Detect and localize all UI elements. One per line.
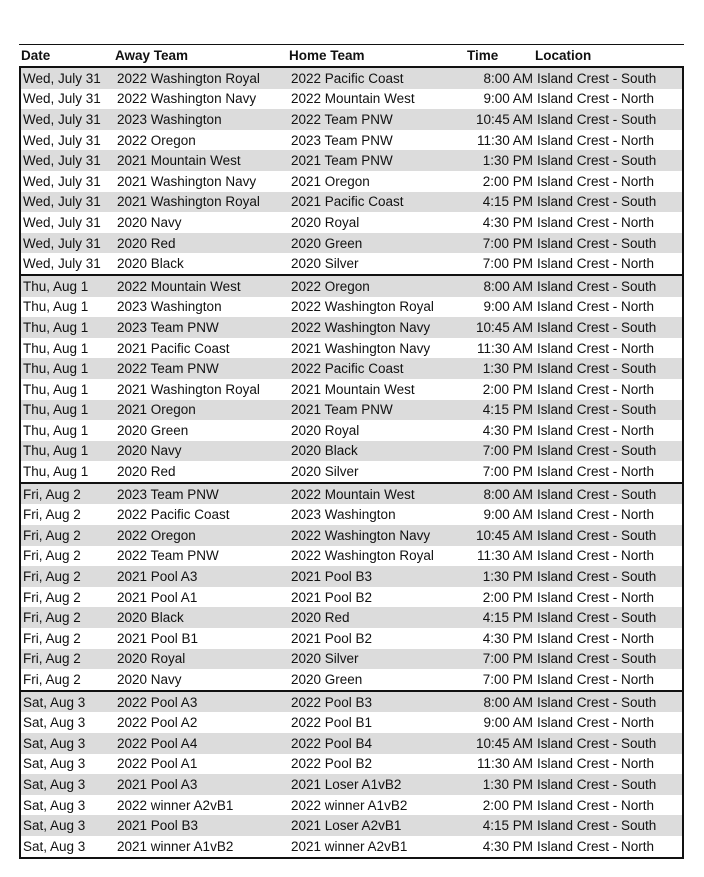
table-row	[21, 795, 682, 816]
cell-home-team: 2021 Loser A2vB1	[291, 818, 402, 834]
cell-home-team: 2020 Silver	[291, 651, 359, 667]
cell-time: 7:00 PM	[482, 651, 533, 667]
cell-home-team: 2022 Pacific Coast	[291, 70, 404, 86]
cell-away-team: 2020 Navy	[117, 672, 182, 688]
cell-location: Island Crest - South	[537, 278, 657, 294]
cell-date: Sat, Aug 3	[23, 715, 86, 731]
cell-time: 4:30 PM	[482, 214, 533, 230]
cell-time: 8:00 AM	[483, 278, 533, 294]
cell-location: Island Crest - South	[537, 776, 657, 792]
table-row	[21, 212, 682, 233]
cell-home-team: 2022 Pool B1	[291, 715, 373, 731]
cell-away-team: 2022 Oregon	[117, 527, 196, 543]
cell-away-team: 2021 Oregon	[117, 402, 196, 418]
cell-date: Sat, Aug 3	[23, 838, 86, 854]
cell-date: Sat, Aug 3	[23, 797, 86, 813]
cell-time: 4:15 PM	[482, 610, 533, 626]
cell-location: Island Crest - South	[537, 361, 657, 377]
header-time: Time	[467, 48, 499, 63]
cell-location: Island Crest - South	[537, 735, 657, 751]
cell-location: Island Crest - South	[537, 818, 657, 834]
table-row	[21, 297, 682, 318]
header-date: Date	[21, 48, 51, 63]
cell-location: Island Crest - South	[537, 194, 657, 210]
header-location: Location	[535, 48, 592, 63]
cell-home-team: 2020 Silver	[291, 464, 359, 480]
cell-away-team: 2020 Navy	[117, 443, 182, 459]
cell-location: Island Crest - South	[537, 70, 657, 86]
cell-location: Island Crest - North	[537, 173, 655, 189]
table-row	[21, 504, 682, 525]
table-row	[21, 358, 682, 379]
table-row	[21, 484, 682, 505]
cell-date: Thu, Aug 1	[23, 278, 89, 294]
cell-location: Island Crest - North	[537, 548, 655, 564]
cell-date: Fri, Aug 2	[23, 589, 81, 605]
cell-location: Island Crest - North	[537, 422, 655, 438]
table-row	[21, 815, 682, 836]
cell-date: Wed, July 31	[23, 153, 101, 169]
cell-home-team: 2021 Oregon	[291, 173, 370, 189]
cell-away-team: 2021 Pool A1	[117, 589, 198, 605]
table-row	[21, 628, 682, 649]
cell-date: Wed, July 31	[23, 173, 101, 189]
cell-home-team: 2021 Loser A1vB2	[291, 776, 402, 792]
cell-home-team: 2022 Pool B2	[291, 756, 373, 772]
cell-away-team: 2022 Pool A4	[117, 735, 198, 751]
cell-away-team: 2021 Washington Royal	[117, 381, 260, 397]
cell-date: Thu, Aug 1	[23, 422, 89, 438]
cell-away-team: 2020 Green	[117, 422, 189, 438]
cell-away-team: 2022 Washington Royal	[117, 70, 260, 86]
table-row	[21, 836, 682, 857]
cell-home-team: 2022 Pool B3	[291, 694, 373, 710]
cell-home-team: 2022 Oregon	[291, 278, 370, 294]
day-group	[19, 482, 684, 692]
cell-location: Island Crest - South	[537, 111, 657, 127]
cell-time: 9:00 AM	[483, 507, 533, 523]
cell-home-team: 2021 Pacific Coast	[291, 194, 404, 210]
cell-location: Island Crest - North	[537, 756, 655, 772]
cell-location: Island Crest - South	[537, 486, 657, 502]
table-row	[21, 587, 682, 608]
cell-away-team: 2021 Pool B3	[117, 818, 199, 834]
cell-date: Thu, Aug 1	[23, 402, 89, 418]
cell-away-team: 2021 Washington Royal	[117, 194, 260, 210]
cell-away-team: 2022 Team PNW	[117, 548, 219, 564]
cell-home-team: 2022 Pacific Coast	[291, 361, 404, 377]
cell-time: 9:00 AM	[483, 299, 533, 315]
cell-date: Fri, Aug 2	[23, 651, 81, 667]
cell-away-team: 2021 Pool B1	[117, 630, 199, 646]
cell-away-team: 2020 Navy	[117, 214, 182, 230]
cell-home-team: 2021 Pool B2	[291, 630, 373, 646]
cell-time: 11:30 AM	[476, 340, 533, 356]
cell-time: 4:15 PM	[482, 194, 533, 210]
cell-location: Island Crest - North	[537, 214, 655, 230]
cell-location: Island Crest - South	[537, 402, 657, 418]
cell-home-team: 2020 Green	[291, 672, 363, 688]
cell-time: 9:00 AM	[483, 715, 533, 731]
cell-home-team: 2022 Washington Royal	[291, 548, 434, 564]
cell-date: Fri, Aug 2	[23, 527, 81, 543]
cell-date: Wed, July 31	[23, 235, 101, 251]
cell-away-team: 2021 Pool A3	[117, 776, 198, 792]
cell-date: Sat, Aug 3	[23, 818, 86, 834]
cell-home-team: 2021 Pool B3	[291, 569, 373, 585]
cell-away-team: 2021 Pacific Coast	[117, 340, 230, 356]
day-group	[19, 690, 684, 859]
cell-location: Island Crest - North	[537, 507, 655, 523]
cell-home-team: 2020 Black	[291, 443, 358, 459]
cell-home-team: 2021 Mountain West	[291, 381, 415, 397]
cell-away-team: 2022 Team PNW	[117, 361, 219, 377]
cell-time: 4:15 PM	[482, 818, 533, 834]
cell-away-team: 2020 Black	[117, 256, 184, 272]
cell-time: 1:30 PM	[482, 776, 533, 792]
cell-home-team: 2020 Royal	[291, 214, 360, 230]
cell-location: Island Crest - South	[537, 443, 657, 459]
cell-time: 7:00 PM	[482, 443, 533, 459]
cell-home-team: 2022 Mountain West	[291, 91, 415, 107]
cell-location: Island Crest - South	[537, 569, 657, 585]
cell-time: 2:00 PM	[482, 589, 533, 605]
cell-location: Island Crest - South	[537, 153, 657, 169]
cell-location: Island Crest - North	[537, 132, 655, 148]
cell-location: Island Crest - North	[537, 256, 655, 272]
cell-away-team: 2023 Washington	[117, 299, 222, 315]
cell-home-team: 2022 winner A1vB2	[291, 797, 408, 813]
cell-home-team: 2021 Washington Navy	[291, 340, 431, 356]
table-row	[21, 669, 682, 690]
cell-location: Island Crest - South	[537, 651, 657, 667]
cell-away-team: 2023 Team PNW	[117, 486, 219, 502]
cell-away-team: 2022 Pool A2	[117, 715, 198, 731]
cell-date: Fri, Aug 2	[23, 630, 81, 646]
table-row	[21, 317, 682, 338]
table-row	[21, 130, 682, 151]
cell-location: Island Crest - North	[537, 381, 655, 397]
table-row	[21, 733, 682, 754]
cell-away-team: 2022 Pool A1	[117, 756, 198, 772]
cell-location: Island Crest - South	[537, 319, 657, 335]
cell-time: 7:00 PM	[482, 464, 533, 480]
header-away-team: Away Team	[115, 48, 189, 63]
cell-home-team: 2022 Washington Navy	[291, 527, 431, 543]
cell-location: Island Crest - North	[537, 91, 655, 107]
cell-home-team: 2020 Royal	[291, 422, 360, 438]
cell-away-team: 2022 Oregon	[117, 132, 196, 148]
cell-time: 11:30 AM	[476, 548, 533, 564]
table-row	[21, 546, 682, 567]
cell-time: 11:30 AM	[476, 132, 533, 148]
table-row	[21, 276, 682, 297]
cell-location: Island Crest - North	[537, 715, 655, 731]
table-row	[21, 420, 682, 441]
cell-home-team: 2021 Team PNW	[291, 153, 393, 169]
cell-away-team: 2023 Washington	[117, 111, 222, 127]
cell-date: Wed, July 31	[23, 111, 101, 127]
table-row	[21, 338, 682, 359]
cell-location: Island Crest - North	[537, 589, 655, 605]
cell-time: 2:00 PM	[482, 797, 533, 813]
cell-home-team: 2020 Green	[291, 235, 363, 251]
cell-away-team: 2020 Royal	[117, 651, 186, 667]
table-row	[21, 109, 682, 130]
cell-time: 8:00 AM	[483, 694, 533, 710]
cell-home-team: 2021 winner A2vB1	[291, 838, 408, 854]
cell-date: Thu, Aug 1	[23, 443, 89, 459]
cell-home-team: 2022 Team PNW	[291, 111, 393, 127]
cell-home-team: 2022 Mountain West	[291, 486, 415, 502]
cell-time: 9:00 AM	[483, 91, 533, 107]
cell-time: 2:00 PM	[482, 173, 533, 189]
cell-location: Island Crest - South	[537, 610, 657, 626]
table-row	[21, 649, 682, 670]
cell-date: Wed, July 31	[23, 132, 101, 148]
day-group	[19, 274, 684, 484]
cell-away-team: 2021 winner A1vB2	[117, 838, 234, 854]
cell-home-team: 2022 Pool B4	[291, 735, 373, 751]
table-row	[21, 171, 682, 192]
cell-date: Fri, Aug 2	[23, 672, 81, 688]
schedule-table	[19, 44, 684, 859]
cell-date: Sat, Aug 3	[23, 756, 86, 772]
cell-away-team: 2022 winner A2vB1	[117, 797, 234, 813]
cell-away-team: 2023 Team PNW	[117, 319, 219, 335]
cell-location: Island Crest - North	[537, 464, 655, 480]
cell-date: Fri, Aug 2	[23, 486, 81, 502]
cell-date: Thu, Aug 1	[23, 340, 89, 356]
cell-location: Island Crest - North	[537, 630, 655, 646]
cell-away-team: 2020 Red	[117, 235, 176, 251]
cell-time: 4:30 PM	[482, 422, 533, 438]
cell-time: 8:00 AM	[483, 486, 533, 502]
cell-time: 1:30 PM	[482, 153, 533, 169]
table-row	[21, 774, 682, 795]
cell-date: Sat, Aug 3	[23, 694, 86, 710]
cell-date: Sat, Aug 3	[23, 776, 86, 792]
table-row	[21, 712, 682, 733]
table-row	[21, 692, 682, 713]
cell-home-team: 2020 Red	[291, 610, 350, 626]
table-row	[21, 68, 682, 89]
cell-time: 10:45 AM	[475, 319, 533, 335]
table-header	[19, 44, 684, 66]
day-group	[19, 66, 684, 276]
cell-away-team: 2022 Washington Navy	[117, 91, 257, 107]
cell-time: 7:00 PM	[482, 256, 533, 272]
cell-location: Island Crest - North	[537, 299, 655, 315]
table-row	[21, 441, 682, 462]
cell-home-team: 2021 Team PNW	[291, 402, 393, 418]
cell-time: 7:00 PM	[482, 672, 533, 688]
table-row	[21, 461, 682, 482]
table-row	[21, 379, 682, 400]
cell-away-team: 2022 Pool A3	[117, 694, 198, 710]
cell-date: Fri, Aug 2	[23, 610, 81, 626]
cell-home-team: 2023 Washington	[291, 507, 396, 523]
cell-location: Island Crest - North	[537, 340, 655, 356]
cell-location: Island Crest - North	[537, 838, 655, 854]
cell-time: 10:45 AM	[475, 735, 533, 751]
cell-time: 1:30 PM	[482, 361, 533, 377]
cell-time: 1:30 PM	[482, 569, 533, 585]
table-row	[21, 89, 682, 110]
cell-away-team: 2022 Pacific Coast	[117, 507, 230, 523]
cell-date: Thu, Aug 1	[23, 361, 89, 377]
cell-date: Thu, Aug 1	[23, 319, 89, 335]
cell-time: 4:15 PM	[482, 402, 533, 418]
cell-time: 8:00 AM	[483, 70, 533, 86]
cell-home-team: 2022 Washington Navy	[291, 319, 431, 335]
table-row	[21, 192, 682, 213]
cell-location: Island Crest - South	[537, 694, 657, 710]
table-row	[21, 233, 682, 254]
cell-location: Island Crest - North	[537, 797, 655, 813]
table-row	[21, 253, 682, 274]
cell-time: 10:45 AM	[475, 111, 533, 127]
cell-date: Thu, Aug 1	[23, 299, 89, 315]
schedule-body	[19, 66, 684, 859]
table-row	[21, 525, 682, 546]
table-row	[21, 754, 682, 775]
cell-away-team: 2021 Pool A3	[117, 569, 198, 585]
cell-time: 4:30 PM	[482, 630, 533, 646]
cell-time: 10:45 AM	[475, 527, 533, 543]
cell-date: Wed, July 31	[23, 214, 101, 230]
cell-home-team: 2023 Team PNW	[291, 132, 393, 148]
cell-location: Island Crest - South	[537, 235, 657, 251]
cell-time: 7:00 PM	[482, 235, 533, 251]
cell-date: Fri, Aug 2	[23, 569, 81, 585]
cell-date: Wed, July 31	[23, 256, 101, 272]
cell-date: Wed, July 31	[23, 194, 101, 210]
cell-away-team: 2020 Red	[117, 464, 176, 480]
cell-home-team: 2022 Washington Royal	[291, 299, 434, 315]
cell-location: Island Crest - South	[537, 527, 657, 543]
cell-away-team: 2021 Washington Navy	[117, 173, 257, 189]
table-row	[21, 150, 682, 171]
cell-time: 2:00 PM	[482, 381, 533, 397]
cell-date: Fri, Aug 2	[23, 507, 81, 523]
cell-away-team: 2021 Mountain West	[117, 153, 241, 169]
cell-date: Thu, Aug 1	[23, 381, 89, 397]
cell-location: Island Crest - North	[537, 672, 655, 688]
cell-time: 11:30 AM	[476, 756, 533, 772]
table-row	[21, 607, 682, 628]
cell-home-team: 2021 Pool B2	[291, 589, 373, 605]
cell-date: Fri, Aug 2	[23, 548, 81, 564]
cell-home-team: 2020 Silver	[291, 256, 359, 272]
table-row	[21, 400, 682, 421]
cell-date: Sat, Aug 3	[23, 735, 86, 751]
cell-away-team: 2020 Black	[117, 610, 184, 626]
cell-away-team: 2022 Mountain West	[117, 278, 241, 294]
table-row	[21, 566, 682, 587]
header-home-team: Home Team	[289, 48, 365, 63]
cell-date: Wed, July 31	[23, 70, 101, 86]
cell-time: 4:30 PM	[482, 838, 533, 854]
cell-date: Wed, July 31	[23, 91, 101, 107]
cell-date: Thu, Aug 1	[23, 464, 89, 480]
